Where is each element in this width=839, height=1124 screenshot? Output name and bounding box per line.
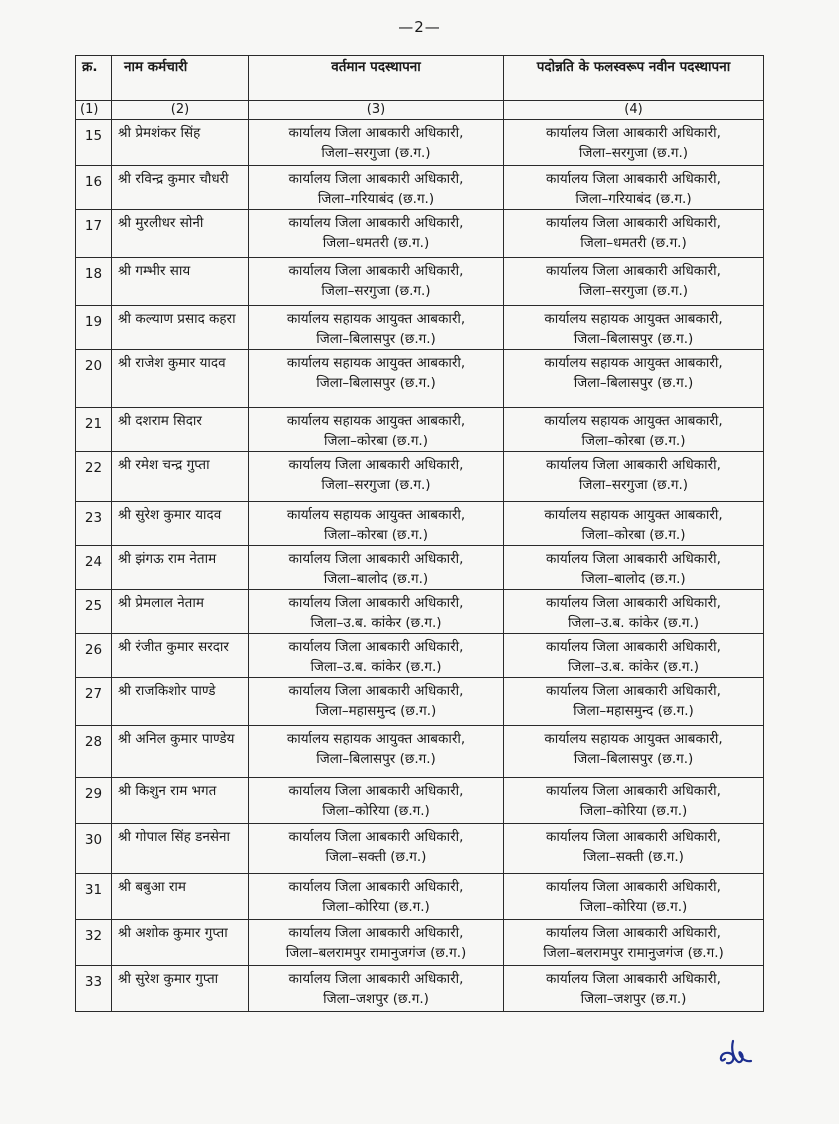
new-posting — [504, 120, 764, 166]
current-posting — [249, 678, 504, 726]
current-posting — [249, 350, 504, 408]
current-posting-line: जिला–कोरबा (छ.ग.) — [324, 433, 428, 449]
current-posting-line: जिला–कोरिया (छ.ग.) — [322, 899, 430, 915]
current-posting-line: कार्यालय जिला आबकारी अधिकारी, — [288, 829, 464, 845]
column-number: (3) — [249, 101, 504, 120]
current-posting — [249, 452, 504, 502]
employee-name: श्री बबुआ राम — [112, 874, 249, 920]
current-posting-line: जिला–सरगुजा (छ.ग.) — [321, 477, 431, 493]
current-posting — [249, 120, 504, 166]
table-row — [76, 408, 764, 452]
current-posting-line: जिला–सक्ती (छ.ग.) — [325, 849, 427, 865]
current-posting — [249, 966, 504, 1012]
employee-name: श्री झंगऊ राम नेताम — [112, 546, 249, 590]
current-posting-line: कार्यालय जिला आबकारी अधिकारी, — [288, 783, 464, 799]
employee-name: श्री राजकिशोर पाण्डे — [112, 678, 249, 726]
serial-number: 23 — [76, 502, 112, 546]
employee-name: श्री अनिल कुमार पाण्डेय — [112, 726, 249, 778]
new-posting-line: कार्यालय जिला आबकारी अधिकारी, — [546, 457, 721, 473]
employee-name: श्री गोपाल सिंह डनसेना — [112, 824, 249, 874]
current-posting — [249, 874, 504, 920]
header-current-posting: वर्तमान पदस्थापना — [249, 56, 504, 101]
table-header-row — [76, 56, 764, 101]
table-row — [76, 306, 764, 350]
new-posting-line: जिला–सरगुजा (छ.ग.) — [578, 145, 689, 161]
current-posting — [249, 634, 504, 678]
current-posting-line: कार्यालय सहायक आयुक्त आबकारी, — [286, 507, 466, 523]
current-posting — [249, 502, 504, 546]
current-posting-line: जिला–कोरिया (छ.ग.) — [322, 803, 430, 819]
new-posting — [504, 166, 764, 210]
current-posting-line: कार्यालय जिला आबकारी अधिकारी, — [288, 879, 464, 895]
serial-number: 19 — [76, 306, 112, 350]
new-posting — [504, 726, 764, 778]
current-posting-line: जिला–बालोद (छ.ग.) — [323, 571, 429, 587]
serial-number: 17 — [76, 210, 112, 258]
new-posting-line: जिला–बिलासपुर (छ.ग.) — [573, 751, 694, 767]
table-row — [76, 258, 764, 306]
table-row — [76, 920, 764, 966]
new-posting — [504, 966, 764, 1012]
new-posting — [504, 590, 764, 634]
current-posting-line: जिला–उ.ब. कांकेर (छ.ग.) — [310, 659, 442, 675]
current-posting-line: कार्यालय जिला आबकारी अधिकारी, — [288, 457, 464, 473]
page-number: —2— — [398, 18, 441, 36]
new-posting-line: कार्यालय जिला आबकारी अधिकारी, — [546, 263, 721, 279]
serial-number: 18 — [76, 258, 112, 306]
current-posting — [249, 210, 504, 258]
new-posting-line: कार्यालय जिला आबकारी अधिकारी, — [546, 639, 721, 655]
current-posting — [249, 778, 504, 824]
new-posting — [504, 778, 764, 824]
serial-number: 25 — [76, 590, 112, 634]
serial-number: 28 — [76, 726, 112, 778]
serial-number: 30 — [76, 824, 112, 874]
table-row — [76, 778, 764, 824]
table-row — [76, 874, 764, 920]
new-posting-line: कार्यालय जिला आबकारी अधिकारी, — [546, 971, 721, 987]
current-posting-line: कार्यालय जिला आबकारी अधिकारी, — [288, 171, 464, 187]
serial-number: 16 — [76, 166, 112, 210]
table-row — [76, 502, 764, 546]
new-posting-line: कार्यालय सहायक आयुक्त आबकारी, — [544, 311, 723, 327]
new-posting — [504, 350, 764, 408]
new-posting-line: जिला–धमतरी (छ.ग.) — [580, 235, 687, 251]
employee-name: श्री दशराम सिदार — [112, 408, 249, 452]
current-posting-line: कार्यालय जिला आबकारी अधिकारी, — [288, 683, 464, 699]
new-posting — [504, 920, 764, 966]
new-posting — [504, 258, 764, 306]
serial-number: 22 — [76, 452, 112, 502]
current-posting-line: कार्यालय जिला आबकारी अधिकारी, — [288, 639, 464, 655]
new-posting — [504, 408, 764, 452]
table-row — [76, 120, 764, 166]
serial-number: 24 — [76, 546, 112, 590]
new-posting-line: जिला–कोरबा (छ.ग.) — [581, 527, 686, 543]
new-posting-line: जिला–गरियाबंद (छ.ग.) — [575, 191, 692, 207]
current-posting-line: कार्यालय जिला आबकारी अधिकारी, — [288, 215, 464, 231]
current-posting-line: कार्यालय सहायक आयुक्त आबकारी, — [286, 731, 466, 747]
serial-number: 26 — [76, 634, 112, 678]
new-posting-line: कार्यालय जिला आबकारी अधिकारी, — [546, 879, 721, 895]
employee-name: श्री सुरेश कुमार यादव — [112, 502, 249, 546]
new-posting — [504, 874, 764, 920]
new-posting-line: जिला–बिलासपुर (छ.ग.) — [573, 331, 694, 347]
new-posting — [504, 452, 764, 502]
current-posting-line: कार्यालय सहायक आयुक्त आबकारी, — [286, 355, 466, 371]
new-posting — [504, 210, 764, 258]
header-new-posting: पदोन्नति के फलस्वरूप नवीन पदस्थापना — [504, 56, 764, 101]
new-posting-line: जिला–सरगुजा (छ.ग.) — [578, 477, 689, 493]
new-posting-line: जिला–उ.ब. कांकेर (छ.ग.) — [567, 659, 700, 675]
header-employee-name: नाम कर्मचारी — [112, 56, 249, 101]
new-posting-line: कार्यालय जिला आबकारी अधिकारी, — [546, 595, 721, 611]
current-posting-line: जिला–बिलासपुर (छ.ग.) — [316, 375, 436, 391]
serial-number: 33 — [76, 966, 112, 1012]
table-body — [76, 120, 764, 1012]
table-row — [76, 824, 764, 874]
table-row — [76, 210, 764, 258]
new-posting-line: कार्यालय सहायक आयुक्त आबकारी, — [544, 413, 723, 429]
new-posting-line: कार्यालय जिला आबकारी अधिकारी, — [546, 171, 721, 187]
current-posting-line: जिला–बिलासपुर (छ.ग.) — [316, 751, 436, 767]
new-posting-line: कार्यालय जिला आबकारी अधिकारी, — [546, 551, 721, 567]
new-posting — [504, 678, 764, 726]
current-posting-line: कार्यालय जिला आबकारी अधिकारी, — [288, 925, 464, 941]
column-number-row — [76, 101, 764, 120]
new-posting-line: जिला–बलरामपुर रामानुजगंज (छ.ग.) — [543, 945, 724, 961]
current-posting-line: कार्यालय जिला आबकारी अधिकारी, — [288, 263, 464, 279]
current-posting — [249, 726, 504, 778]
new-posting-line: जिला–कोरिया (छ.ग.) — [579, 803, 688, 819]
header-serial: क्र. — [76, 56, 112, 101]
employee-name: श्री किशुन राम भगत — [112, 778, 249, 824]
current-posting-line: जिला–महासमुन्द (छ.ग.) — [315, 703, 437, 719]
current-posting-line: जिला–जशपुर (छ.ग.) — [323, 991, 429, 1007]
serial-number: 20 — [76, 350, 112, 408]
current-posting-line: जिला–धमतरी (छ.ग.) — [322, 235, 430, 251]
serial-number: 29 — [76, 778, 112, 824]
current-posting-line: कार्यालय जिला आबकारी अधिकारी, — [288, 971, 464, 987]
current-posting — [249, 920, 504, 966]
employee-name: श्री सुरेश कुमार गुप्ता — [112, 966, 249, 1012]
new-posting — [504, 824, 764, 874]
new-posting-line: जिला–कोरबा (छ.ग.) — [581, 433, 686, 449]
table-row — [76, 546, 764, 590]
current-posting — [249, 546, 504, 590]
new-posting-line: जिला–बालोद (छ.ग.) — [581, 571, 686, 587]
new-posting-line: कार्यालय सहायक आयुक्त आबकारी, — [544, 731, 723, 747]
new-posting-line: जिला–महासमुन्द (छ.ग.) — [573, 703, 694, 719]
current-posting — [249, 824, 504, 874]
table-row — [76, 634, 764, 678]
new-posting — [504, 306, 764, 350]
current-posting-line: जिला–उ.ब. कांकेर (छ.ग.) — [310, 615, 442, 631]
serial-number: 27 — [76, 678, 112, 726]
current-posting-line: जिला–सरगुजा (छ.ग.) — [321, 283, 431, 299]
new-posting-line: कार्यालय जिला आबकारी अधिकारी, — [546, 783, 721, 799]
current-posting — [249, 590, 504, 634]
new-posting — [504, 634, 764, 678]
current-posting-line: कार्यालय जिला आबकारी अधिकारी, — [288, 125, 464, 141]
employee-name: श्री रविन्द्र कुमार चौधरी — [112, 166, 249, 210]
new-posting — [504, 546, 764, 590]
new-posting-line: कार्यालय जिला आबकारी अधिकारी, — [546, 125, 721, 141]
current-posting-line: जिला–बलरामपुर रामानुजगंज (छ.ग.) — [285, 945, 467, 961]
employee-name: श्री प्रेमलाल नेताम — [112, 590, 249, 634]
table-row — [76, 678, 764, 726]
serial-number: 15 — [76, 120, 112, 166]
employee-name: श्री गम्भीर साय — [112, 258, 249, 306]
table-row — [76, 966, 764, 1012]
table-row — [76, 350, 764, 408]
new-posting-line: कार्यालय जिला आबकारी अधिकारी, — [546, 925, 721, 941]
current-posting — [249, 306, 504, 350]
serial-number: 31 — [76, 874, 112, 920]
employee-name: श्री रंजीत कुमार सरदार — [112, 634, 249, 678]
new-posting-line: जिला–सरगुजा (छ.ग.) — [578, 283, 689, 299]
employee-name: श्री कल्याण प्रसाद कहरा — [112, 306, 249, 350]
posting-table — [75, 55, 764, 1012]
new-posting-line: कार्यालय जिला आबकारी अधिकारी, — [546, 829, 721, 845]
new-posting-line: जिला–उ.ब. कांकेर (छ.ग.) — [567, 615, 700, 631]
current-posting-line: कार्यालय जिला आबकारी अधिकारी, — [288, 595, 464, 611]
new-posting-line: जिला–जशपुर (छ.ग.) — [580, 991, 687, 1007]
employee-name: श्री मुरलीधर सोनी — [112, 210, 249, 258]
current-posting-line: कार्यालय सहायक आयुक्त आबकारी, — [286, 413, 466, 429]
table-row — [76, 452, 764, 502]
signature-initials-icon — [715, 1035, 755, 1069]
employee-name: श्री प्रेमशंकर सिंह — [112, 120, 249, 166]
new-posting-line: कार्यालय सहायक आयुक्त आबकारी, — [544, 355, 723, 371]
current-posting-line: जिला–सरगुजा (छ.ग.) — [321, 145, 431, 161]
new-posting-line: कार्यालय जिला आबकारी अधिकारी, — [546, 215, 721, 231]
serial-number: 32 — [76, 920, 112, 966]
employee-name: श्री अशोक कुमार गुप्ता — [112, 920, 249, 966]
current-posting — [249, 258, 504, 306]
current-posting-line: कार्यालय सहायक आयुक्त आबकारी, — [286, 311, 466, 327]
new-posting-line: जिला–कोरिया (छ.ग.) — [579, 899, 688, 915]
current-posting — [249, 408, 504, 452]
current-posting-line: जिला–कोरबा (छ.ग.) — [324, 527, 428, 543]
serial-number: 21 — [76, 408, 112, 452]
current-posting — [249, 166, 504, 210]
employee-name: श्री रमेश चन्द्र गुप्ता — [112, 452, 249, 502]
current-posting-line: कार्यालय जिला आबकारी अधिकारी, — [288, 551, 464, 567]
new-posting — [504, 502, 764, 546]
current-posting-line: जिला–बिलासपुर (छ.ग.) — [316, 331, 436, 347]
column-number: (2) — [112, 101, 249, 120]
table-row — [76, 726, 764, 778]
new-posting-line: जिला–बिलासपुर (छ.ग.) — [573, 375, 694, 391]
column-number: (4) — [504, 101, 764, 120]
new-posting-line: कार्यालय सहायक आयुक्त आबकारी, — [544, 507, 723, 523]
table-row — [76, 590, 764, 634]
current-posting-line: जिला–गरियाबंद (छ.ग.) — [317, 191, 435, 207]
new-posting-line: कार्यालय जिला आबकारी अधिकारी, — [546, 683, 721, 699]
table-row — [76, 166, 764, 210]
employee-name: श्री राजेश कुमार यादव — [112, 350, 249, 408]
column-number: (1) — [76, 101, 112, 120]
new-posting-line: जिला–सक्ती (छ.ग.) — [583, 849, 684, 865]
